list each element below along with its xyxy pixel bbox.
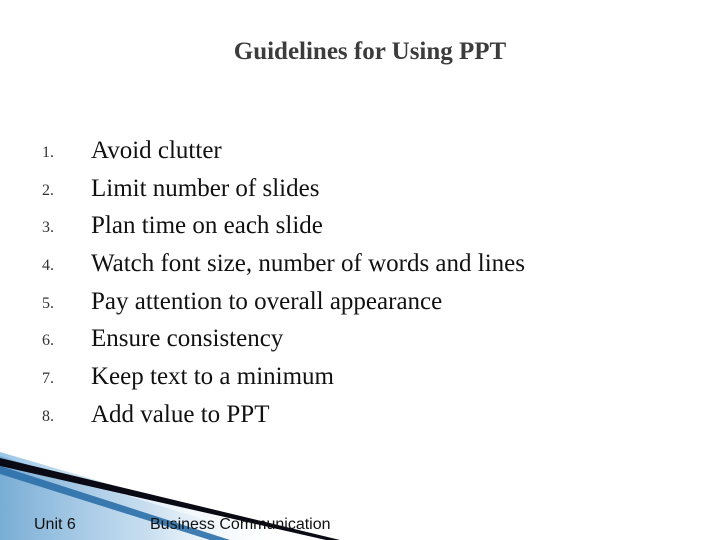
list-item-text: Limit number of slides xyxy=(91,174,320,202)
list-item-number: 2. xyxy=(42,181,54,199)
list-item-number: 5. xyxy=(42,294,54,312)
list-item-number: 1. xyxy=(42,144,54,161)
list-item-text: Add value to PPT xyxy=(91,400,270,428)
slide-title: Guidelines for Using PPT xyxy=(233,38,507,65)
footer-course-label: Business Communication xyxy=(150,516,331,533)
list-item-text: Keep text to a minimum xyxy=(91,363,335,391)
list-item-number: 4. xyxy=(42,257,54,275)
list-item-number: 3. xyxy=(42,219,54,237)
list-item-text: Ensure consistency xyxy=(91,325,284,353)
list-item-number: 6. xyxy=(42,332,54,350)
list-item-text: Plan time on each slide xyxy=(91,212,323,240)
list-item-number: 8. xyxy=(42,407,54,425)
list-item-text: Pay attention to overall appearance xyxy=(91,287,443,315)
footer-swoosh-graphic xyxy=(0,440,720,540)
footer-unit-label: Unit 6 xyxy=(34,516,76,533)
list-item-text: Avoid clutter xyxy=(91,137,222,164)
list-item-number: 7. xyxy=(42,370,54,388)
list-item-text: Watch font size, number of words and lines xyxy=(91,250,525,278)
